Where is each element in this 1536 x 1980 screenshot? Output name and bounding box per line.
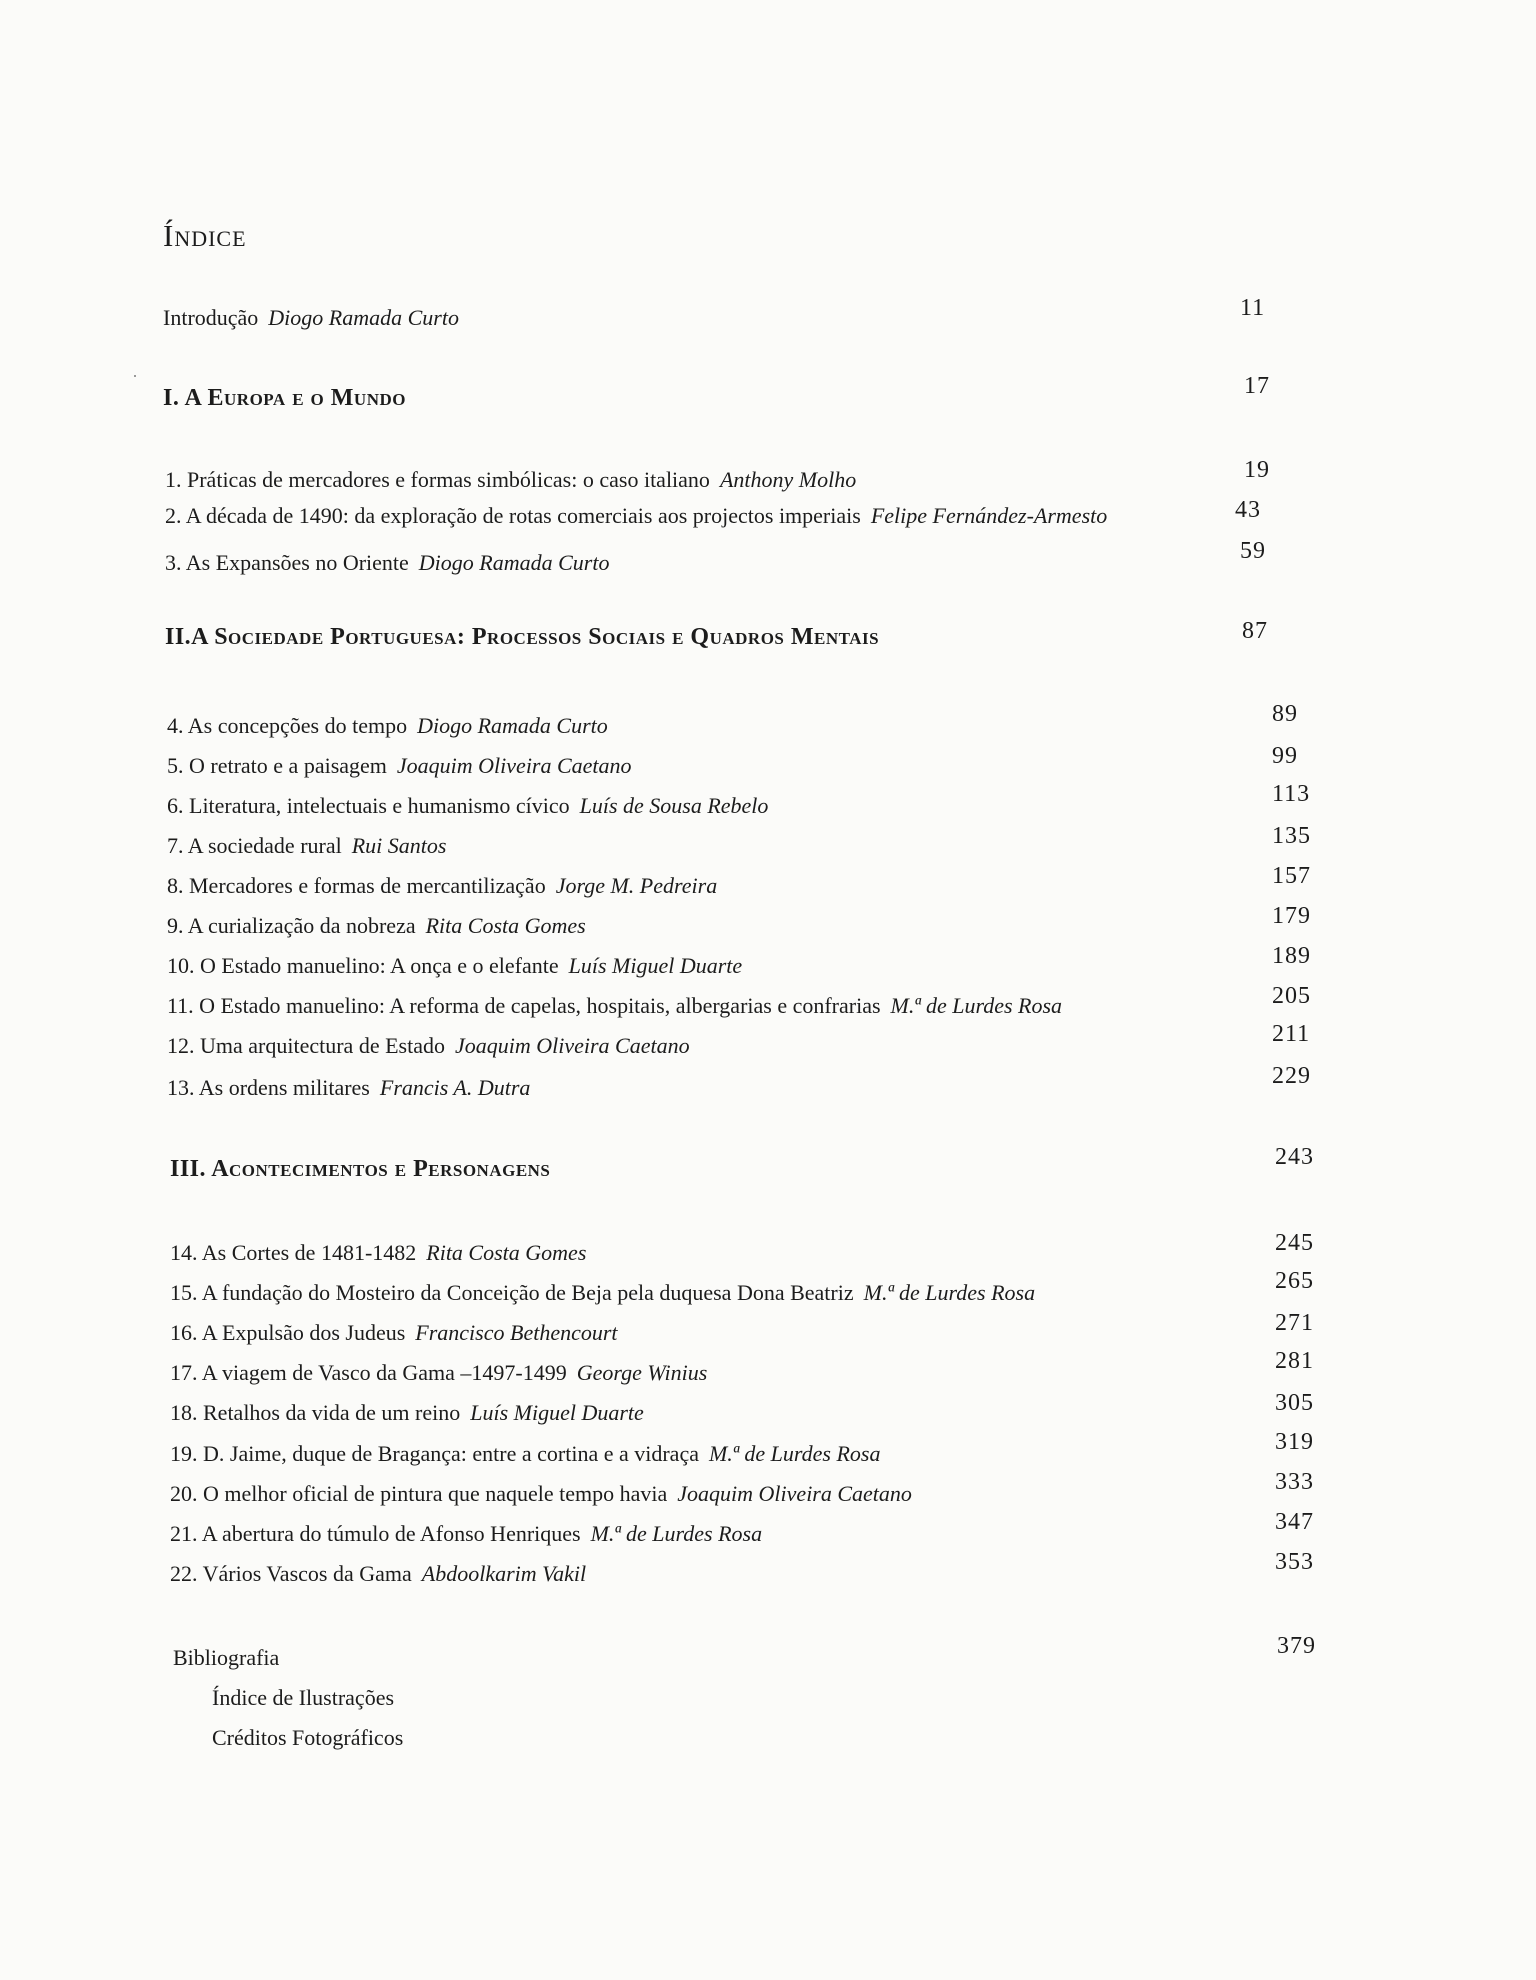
entry-author: Abdoolkarim Vakil: [421, 1561, 587, 1586]
entry-label: 13. As ordens militares: [167, 1075, 370, 1100]
entry-author: M.ª de Lurdes Rosa: [590, 1521, 763, 1546]
entry-label: 15. A fundação do Mosteiro da Conceição de Beja pela duquesa Dona Beatriz: [170, 1280, 854, 1305]
entry-author: Joaquim Oliveira Caetano: [454, 1033, 690, 1058]
entry-author: Luís Miguel Duarte: [568, 953, 743, 978]
toc-sub-entry[interactable]: [0, 1685, 1536, 1725]
section-page-number: 17: [1244, 373, 1270, 399]
entry-page-number: 379: [1277, 1633, 1316, 1659]
entry-author: Felipe Fernández-Armesto: [870, 503, 1108, 528]
entry-author: Rita Costa Gomes: [426, 1240, 587, 1265]
entry-page-number: 347: [1275, 1509, 1314, 1535]
entry-author: Diogo Ramada Curto: [418, 550, 610, 575]
toc-entry[interactable]: [0, 457, 1536, 507]
entry-page-number: 19: [1244, 457, 1270, 483]
entry-label: Introdução: [163, 305, 259, 330]
entry-page-number: 99: [1272, 743, 1298, 769]
toc-intro-row[interactable]: [0, 295, 1536, 345]
entry-label: 21. A abertura do túmulo de Afonso Henriques: [170, 1521, 581, 1546]
entry-author: Anthony Molho: [719, 467, 857, 492]
entry-label: 17. A viagem de Vasco da Gama –1497-1499: [170, 1360, 567, 1385]
toc-section-heading[interactable]: [0, 618, 1536, 664]
entry-page-number: 305: [1275, 1390, 1314, 1416]
entry-page-number: 271: [1275, 1310, 1314, 1336]
entry-page-number: 205: [1272, 983, 1311, 1009]
sub-entry-label: Índice de Ilustrações: [212, 1685, 395, 1710]
bibliography-label: Bibliografia: [173, 1645, 280, 1670]
entry-author: M.ª de Lurdes Rosa: [863, 1280, 1036, 1305]
entry-author: Diogo Ramada Curto: [268, 305, 459, 330]
entry-page-number: 319: [1275, 1429, 1314, 1455]
toc-entry[interactable]: [0, 1063, 1536, 1115]
entry-label: 10. O Estado manuelino: A onça e o elefante: [167, 953, 559, 978]
entry-page-number: 281: [1275, 1348, 1314, 1374]
entry-page-number: 113: [1272, 781, 1311, 807]
entry-author: George Winius: [576, 1360, 708, 1385]
entry-author: Francis A. Dutra: [379, 1075, 531, 1100]
entry-label: 7. A sociedade rural: [167, 833, 342, 858]
entry-author: M.ª de Lurdes Rosa: [708, 1441, 881, 1466]
entry-label: 12. Uma arquitectura de Estado: [167, 1033, 445, 1058]
toc-entry[interactable]: [0, 538, 1536, 590]
entry-page-number: 157: [1272, 863, 1311, 889]
toc-entry[interactable]: [0, 701, 1536, 753]
entry-label: 8. Mercadores e formas de mercantilização: [167, 873, 546, 898]
entry-label: 4. As concepções do tempo: [167, 713, 408, 738]
entry-label: 1. Práticas de mercadores e formas simbólicas: o caso italiano: [165, 467, 710, 492]
entry-page-number: 89: [1272, 701, 1298, 727]
entry-page-number: 43: [1235, 497, 1261, 523]
toc-section-heading[interactable]: [0, 373, 1536, 425]
entry-page-number: 211: [1272, 1021, 1311, 1047]
sub-entry-label: Créditos Fotográficos: [212, 1725, 404, 1750]
section-page-number: 87: [1242, 618, 1268, 644]
section-title: III. Acontecimentos e Personagens: [170, 1156, 551, 1182]
entry-author: Rui Santos: [351, 833, 447, 858]
entry-label: 22. Vários Vascos da Gama: [170, 1561, 412, 1586]
entry-page-number: 59: [1240, 538, 1266, 564]
entry-author: Francisco Bethencourt: [415, 1320, 618, 1345]
entry-page-number: 265: [1275, 1268, 1314, 1294]
entry-author: Luís Miguel Duarte: [470, 1400, 644, 1425]
entry-page-number: 353: [1275, 1549, 1314, 1575]
entry-label: 2. A década de 1490: da exploração de rotas comerciais aos projectos imperiais: [165, 503, 861, 528]
entry-label: 6. Literatura, intelectuais e humanismo cívico: [167, 793, 570, 818]
toc-bibliography-row[interactable]: [0, 1633, 1536, 1685]
entry-page-number: 135: [1272, 823, 1311, 849]
entry-label: 14. As Cortes de 1481-1482: [170, 1240, 417, 1265]
entry-label: 16. A Expulsão dos Judeus: [170, 1320, 406, 1345]
entry-author: M.ª de Lurdes Rosa: [890, 993, 1063, 1018]
entry-page-number: 245: [1275, 1230, 1314, 1256]
entry-author: Rita Costa Gomes: [425, 913, 586, 938]
entry-label: 3. As Expansões no Oriente: [165, 550, 409, 575]
entry-label: 5. O retrato e a paisagem: [167, 753, 387, 778]
entry-author: Jorge M. Pedreira: [555, 873, 718, 898]
entry-label: 11. O Estado manuelino: A reforma de capelas, hospitais, albergarias e confrarias: [167, 993, 881, 1018]
entry-label: 9. A curialização da nobreza: [167, 913, 416, 938]
entry-page-number: 229: [1272, 1063, 1311, 1089]
page-title: Índice: [163, 218, 247, 253]
entry-author: Joaquim Oliveira Caetano: [396, 753, 632, 778]
toc-section-heading[interactable]: [0, 1144, 1536, 1196]
toc-entry[interactable]: [0, 1549, 1536, 1601]
section-page-number: 243: [1275, 1144, 1314, 1170]
entry-author: Diogo Ramada Curto: [417, 713, 608, 738]
entry-page-number: 333: [1275, 1469, 1314, 1495]
section-title: II.A Sociedade Portuguesa: Processos Sociais e Quadros Mentais: [165, 624, 880, 650]
entry-author: Joaquim Oliveira Caetano: [677, 1481, 912, 1506]
toc-sub-entry[interactable]: [0, 1725, 1536, 1765]
entry-page-number: 11: [1240, 295, 1266, 321]
toc-entry[interactable]: [0, 497, 1536, 543]
entry-author: Luís de Sousa Rebelo: [579, 793, 769, 818]
entry-label: 20. O melhor oficial de pintura que naquele tempo havia: [170, 1481, 668, 1506]
entry-label: 18. Retalhos da vida de um reino: [170, 1400, 461, 1425]
scan-speck: [134, 375, 136, 377]
entry-label: 19. D. Jaime, duque de Bragança: entre a cortina e a vidraça: [170, 1441, 699, 1466]
entry-page-number: 189: [1272, 943, 1311, 969]
entry-page-number: 179: [1272, 903, 1311, 929]
section-title: I. A Europa e o Mundo: [163, 385, 406, 411]
